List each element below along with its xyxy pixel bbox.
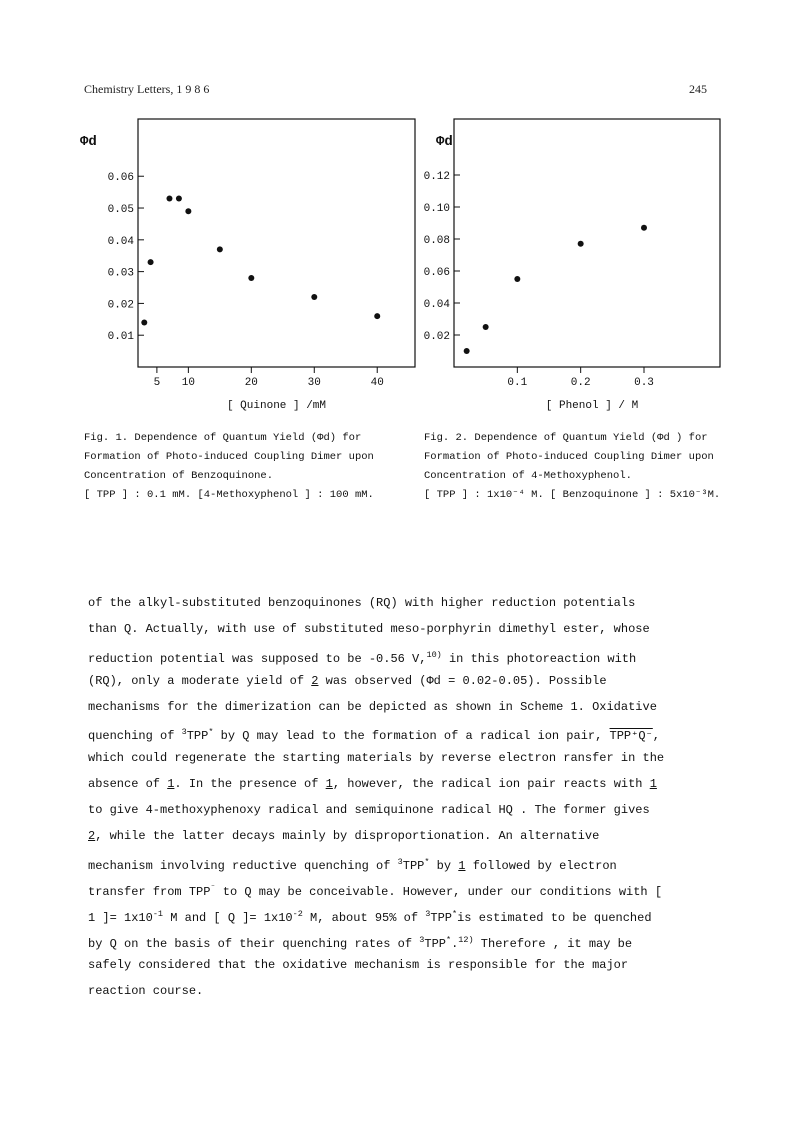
- x-axis-label: [ Quinone ] /mM: [226, 400, 327, 412]
- body-line: [88, 643, 708, 669]
- text-run: by: [429, 858, 459, 873]
- radical-ion-pair: TPP⁺Q⁻: [609, 729, 653, 744]
- plot-frame: [138, 119, 415, 367]
- data-point: [185, 208, 191, 214]
- data-point: [374, 313, 380, 319]
- text-run: , however, the radical ion pair reacts with: [332, 777, 650, 792]
- text-run: M, about 95% of: [302, 910, 426, 925]
- x-tick-label: 10: [181, 377, 195, 389]
- x-tick-label: 5: [153, 377, 161, 389]
- body-text: [88, 591, 708, 1005]
- caption-line: [ TPP ] : 1x10⁻⁴ M. [ Benzoquinone ] : 5x10⁻³M.: [424, 489, 721, 501]
- y-tick-label: 0.12: [423, 171, 450, 183]
- body-line: reaction course.: [88, 984, 204, 999]
- superscript: *: [451, 908, 458, 919]
- text-run: M and [ Q ]= 1x10: [163, 910, 293, 925]
- data-point: [148, 259, 154, 265]
- data-point: [483, 324, 489, 330]
- compound-number: 2: [88, 829, 96, 844]
- body-line: [88, 772, 708, 798]
- body-line: [88, 824, 708, 850]
- body-line: which could regenerate the starting materials by reverse electron ransfer in the: [88, 751, 665, 766]
- y-axis-symbol: Φd: [436, 134, 453, 150]
- text-run: (RQ), only a moderate yield of: [88, 673, 312, 688]
- superscript: 3: [181, 727, 187, 738]
- body-line: [88, 669, 708, 695]
- text-run: was observed (: [318, 673, 427, 688]
- x-axis-label: [ Phenol ] / M: [545, 400, 639, 412]
- text-run: .: [451, 936, 459, 951]
- text-run: transfer from TPP: [88, 884, 211, 899]
- data-point: [311, 294, 317, 300]
- figure-1-caption: [84, 429, 374, 505]
- text-run: followed by electron: [465, 858, 617, 873]
- compound-number: 1: [325, 777, 333, 792]
- tpp: TPP: [402, 858, 425, 873]
- data-point: [464, 348, 470, 354]
- y-tick-label: 0.02: [423, 331, 450, 343]
- body-line: to give 4-methoxyphenoxy radical and semiquinone radical HQ . The former gives: [88, 803, 650, 818]
- text-run: Therefore , it may be: [473, 936, 633, 951]
- superscript: *: [445, 934, 452, 945]
- caption-line: Formation of Photo-induced Coupling Dimer upon: [424, 451, 714, 463]
- tpp: TPP: [186, 729, 209, 744]
- data-point: [641, 225, 647, 231]
- x-tick-label: 0.2: [570, 377, 591, 389]
- text-run: ,: [652, 729, 660, 744]
- y-tick-label: 0.06: [107, 172, 134, 185]
- caption-line: Formation of Photo-induced Coupling Dimer upon: [84, 451, 374, 463]
- text-run: quenching of: [88, 729, 182, 744]
- x-tick-label: 0.3: [634, 377, 654, 389]
- x-tick-label: 0.1: [507, 377, 528, 389]
- data-point: [248, 275, 254, 281]
- data-point: [176, 195, 182, 201]
- data-point: [141, 319, 147, 325]
- body-line: [88, 928, 708, 954]
- page-number: 245: [689, 82, 707, 96]
- body-line: [88, 720, 708, 746]
- caption-line: Fig. 2. Dependence of Quantum Yield (Φd ) for: [424, 432, 708, 444]
- compound-number: 1: [458, 858, 466, 873]
- figure-2-chart: [420, 115, 720, 415]
- text-run: in this photoreaction with: [441, 651, 637, 666]
- y-tick-label: 0.08: [423, 235, 450, 247]
- y-tick-label: 0.01: [107, 331, 134, 344]
- compound-number: 1: [167, 777, 175, 792]
- body-line: mechanisms for the dimerization can be depicted as shown in Scheme 1. Oxidative: [88, 699, 657, 714]
- x-tick-label: 40: [370, 377, 384, 389]
- caption-line: Concentration of Benzoquinone.: [84, 470, 274, 482]
- superscript: -2: [292, 908, 303, 919]
- text-run: is estimated to be quenched: [457, 910, 652, 925]
- superscript: *: [208, 727, 214, 738]
- plot-frame: [454, 119, 720, 367]
- text-run: , while the latter decays mainly by disproportionation. An alternative: [95, 829, 600, 844]
- superscript: 3: [425, 908, 431, 919]
- y-tick-label: 0.04: [107, 235, 134, 248]
- compound-number: 1: [649, 777, 657, 792]
- y-tick-label: 0.06: [423, 267, 450, 279]
- text-run: reduction potential was supposed to be -0.56 V,: [88, 651, 427, 666]
- phi-symbol: Φd: [426, 673, 441, 688]
- body-line: [88, 902, 708, 928]
- text-run: absence of: [88, 777, 168, 792]
- text-run: = 0.02-0.05). Possible: [440, 673, 607, 688]
- x-tick-label: 30: [307, 377, 321, 389]
- y-tick-label: 0.05: [107, 204, 134, 217]
- text-run: by Q may lead to the formation of a radical ion pair,: [213, 729, 610, 744]
- caption-line: [ TPP ] : 0.1 mM. [4-Methoxyphenol ] : 100 mM.: [84, 489, 374, 501]
- figure-2-caption: [424, 429, 720, 505]
- data-point: [217, 246, 223, 252]
- x-tick-label: 20: [244, 377, 258, 389]
- y-axis-symbol: Φd: [80, 134, 97, 150]
- y-tick-label: 0.03: [107, 267, 134, 280]
- body-line: [88, 876, 708, 902]
- text-run: . In the presence of: [174, 777, 326, 792]
- data-point: [166, 195, 172, 201]
- running-header: Chemistry Letters, 1 9 8 6: [84, 82, 210, 96]
- body-line: of the alkyl-substituted benzoquinones (RQ) with higher reduction potentials: [88, 596, 636, 610]
- superscript: 3: [397, 856, 403, 867]
- text-run: 1 ]= 1x10: [88, 910, 153, 925]
- caption-line: Concentration of 4-Methoxyphenol.: [424, 470, 632, 482]
- body-line: [88, 850, 708, 876]
- data-point: [578, 241, 584, 247]
- superscript: *: [424, 856, 430, 867]
- y-tick-label: 0.04: [423, 299, 450, 311]
- figure-1-chart: [80, 115, 420, 415]
- superscript: 3: [419, 934, 425, 945]
- y-tick-label: 0.10: [423, 203, 450, 215]
- superscript: -1: [152, 908, 164, 919]
- body-line: safely considered that the oxidative mechanism is responsible for the major: [88, 958, 629, 973]
- caption-line: Fig. 1. Dependence of Quantum Yield (Φd) for: [84, 432, 362, 444]
- body-line: than Q. Actually, with use of substituted meso-porphyrin dimethyl ester, whose: [88, 621, 650, 636]
- reference-10: 10): [426, 649, 442, 660]
- compound-number: 2: [311, 673, 319, 688]
- reference-12: 12): [458, 934, 474, 945]
- data-point: [514, 276, 520, 282]
- text-run: by Q on the basis of their quenching rates of: [88, 936, 420, 951]
- tpp: TPP: [430, 910, 452, 925]
- text-run: mechanism involving reductive quenching of: [88, 858, 398, 873]
- superscript: ⁻: [210, 882, 216, 893]
- y-tick-label: 0.02: [107, 299, 134, 312]
- tpp: TPP: [424, 936, 446, 951]
- text-run: to Q may be conceivable. However, under our conditions with [: [215, 884, 663, 899]
